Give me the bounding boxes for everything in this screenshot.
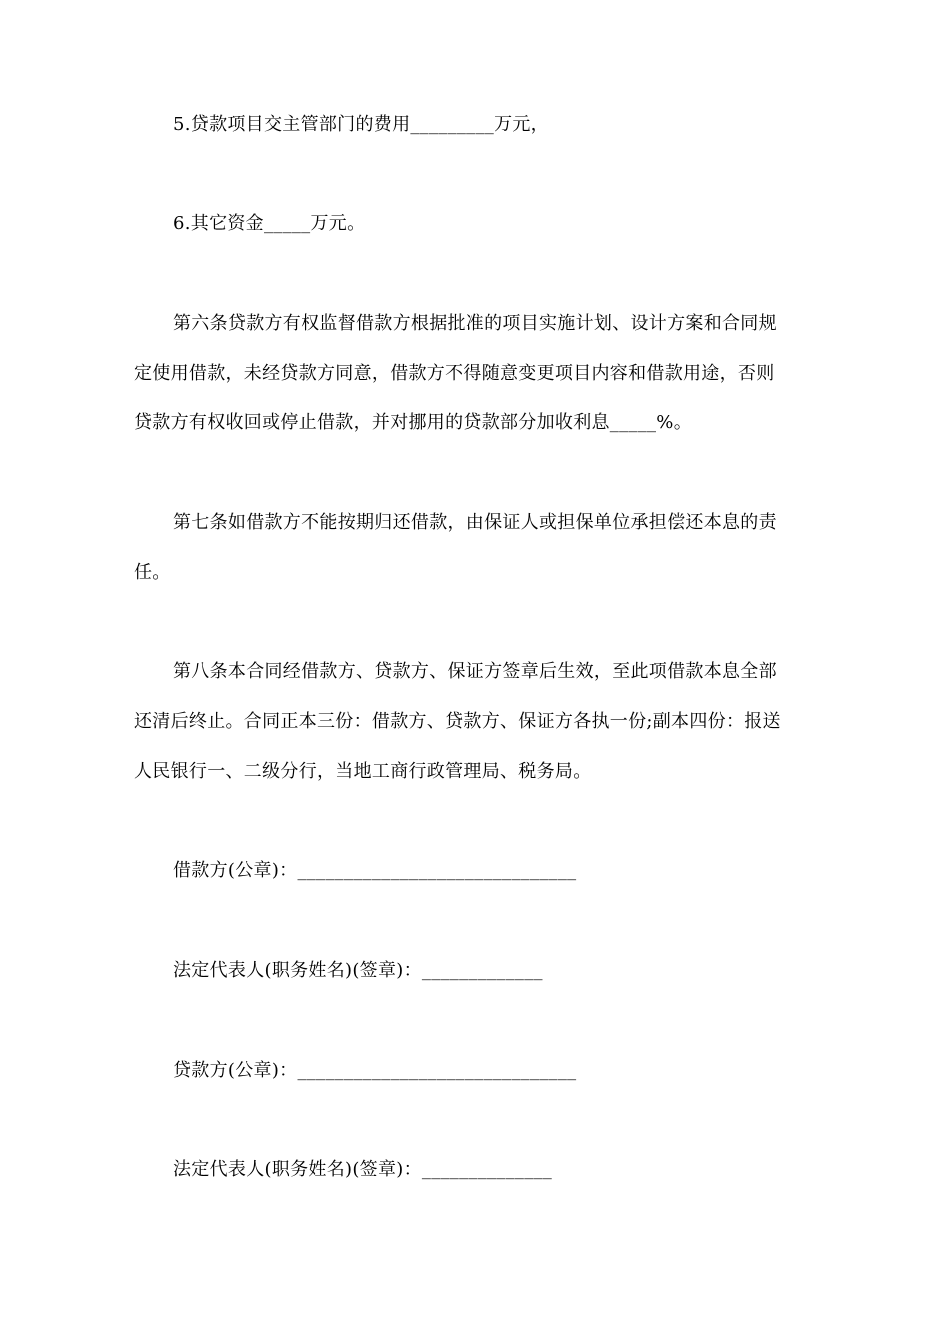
item-6: 6.其它资金_____万元。 xyxy=(173,213,366,234)
item-5: 5.贷款项目交主管部门的费用_________万元， xyxy=(173,114,549,135)
borrower-seal-field: 借款方(公章)：______________________________ xyxy=(173,860,577,881)
article-8-line-2: 还清后终止。合同正本三份：借款方、贷款方、保证方各执一份;副本四份：报送 xyxy=(134,711,781,732)
article-8-line-3: 人民银行一、二级分行，当地工商行政管理局、税务局。 xyxy=(134,761,592,782)
article-6-line-1: 第六条贷款方有权监督借款方根据批准的项目实施计划、设计方案和合同规 xyxy=(173,313,777,334)
lender-representative-field: 法定代表人(职务姓名)(签章)：______________ xyxy=(173,1159,553,1180)
borrower-representative-field: 法定代表人(职务姓名)(签章)：_____________ xyxy=(173,960,543,981)
article-6-line-3: 贷款方有权收回或停止借款，并对挪用的贷款部分加收利息_____%。 xyxy=(134,412,693,433)
article-7-line-2: 任。 xyxy=(134,562,171,583)
lender-seal-field: 贷款方(公章)：______________________________ xyxy=(173,1060,577,1081)
article-6-line-2: 定使用借款，未经贷款方同意，借款方不得随意变更项目内容和借款用途，否则 xyxy=(134,363,775,384)
article-8-line-1: 第八条本合同经借款方、贷款方、保证方签章后生效，至此项借款本息全部 xyxy=(173,661,777,682)
article-7-line-1: 第七条如借款方不能按期归还借款，由保证人或担保单位承担偿还本息的责 xyxy=(173,512,777,533)
